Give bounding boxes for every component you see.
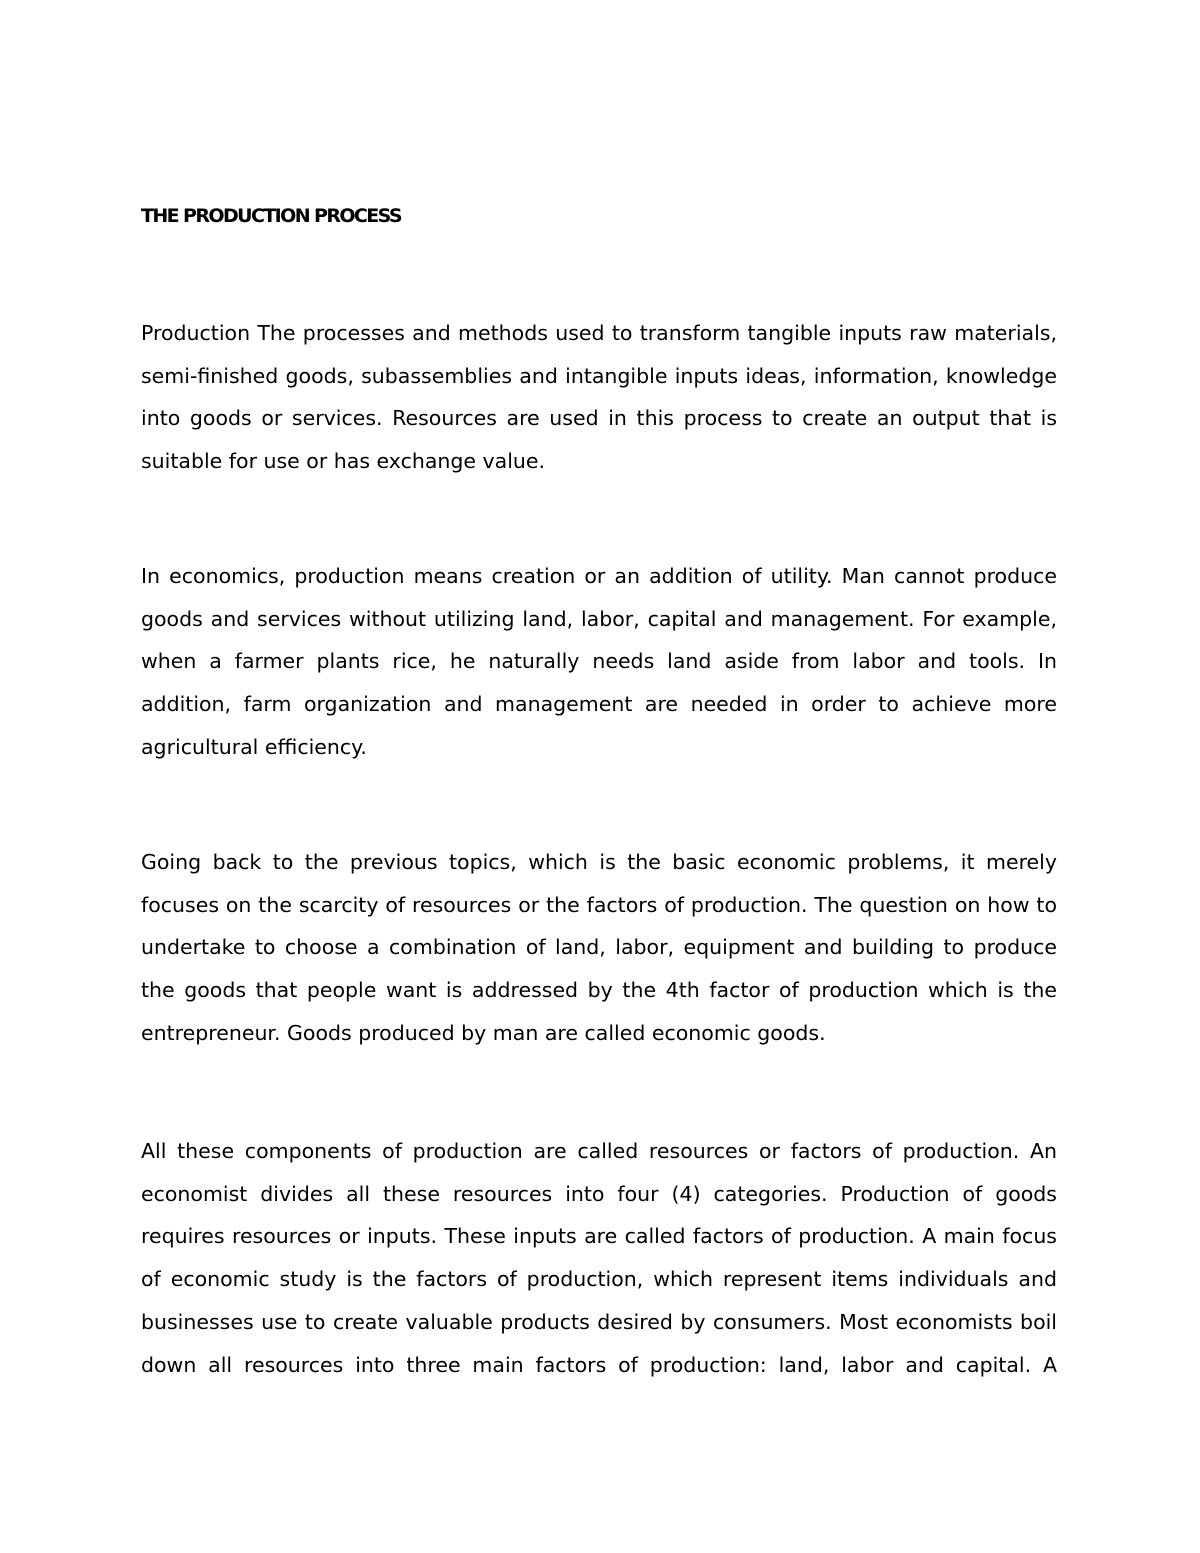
- paragraph-basic-economic-problems: Going back to the previous topics, which is the basic economic problems, it merely focuses on the scarcity of resources or the factors of production. The question on how to undertake to choose a combination of land, labor, equipment and building to produce the goods that people want is addressed by the 4th factor of production which is the entrepreneur. Goods produced by man are called economic goods.: [141, 850, 1057, 1045]
- paragraph-economics-production: In economics, production means creation or an addition of utility. Man cannot produce goods and services without utilizing land, labor, capital and management. For example, when a farmer plants rice, he naturally needs land aside from labor and tools. In addition, farm organization and management are needed in order to achieve more agricultural efficiency.: [141, 564, 1057, 759]
- document-title: THE PRODUCTION PROCESS: [141, 205, 401, 227]
- paragraph-factors-of-production: All these components of production are called resources or factors of production. An economist divides all these resources into four (4) categories. Production of goods requires resources or inputs. These inputs are called factors of production. A main focus of economic study is the factors of production, which represent items individuals and businesses use to create valuable products desired by consumers. Most economists boil down all resources into three main factors of production: land, labor and capital. A: [141, 1139, 1057, 1377]
- paragraph-production-definition: Production The processes and methods used to transform tangible inputs raw materials, semi-finished goods, subassemblies and intangible inputs ideas, information, knowledge into goods or services. Resources are used in this process to create an output that is suitable for use or has exchange value.: [141, 321, 1057, 474]
